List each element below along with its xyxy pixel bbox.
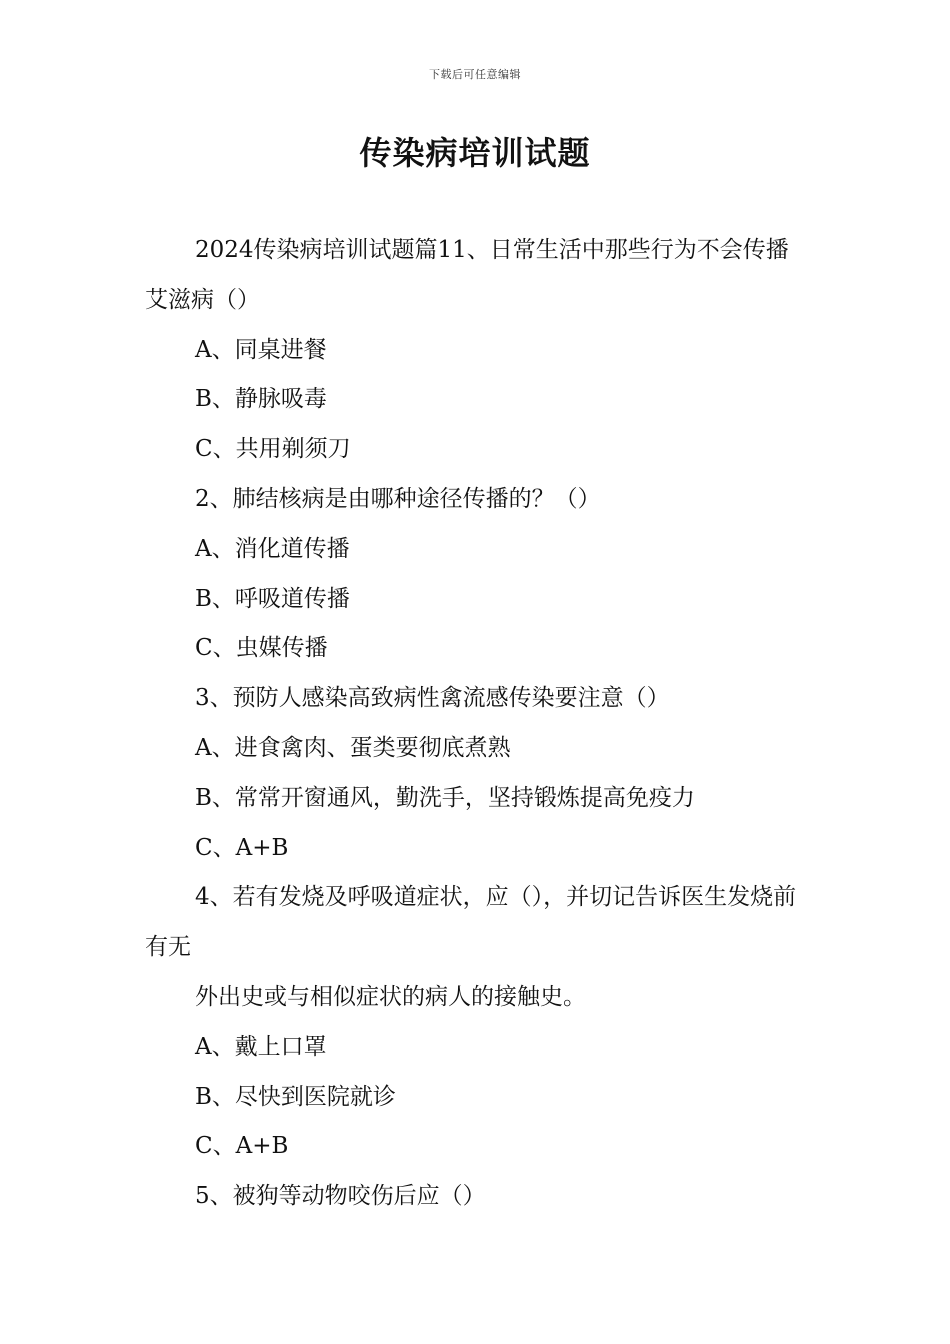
document-body: [145, 226, 810, 1222]
paragraph-q1-option-c: C、共用剃须刀: [195, 436, 351, 463]
header-note: 下载后可任意编辑: [429, 68, 521, 81]
paragraph-q2-option-b: B、呼吸道传播: [195, 585, 350, 612]
paragraph-q4-continued: 外出史或与相似症状的病人的接触史。: [195, 983, 586, 1010]
paragraph-q4-option-b: B、尽快到医院就诊: [195, 1083, 396, 1110]
paragraph-q5: 5、被狗等动物咬伤后应（）: [195, 1183, 486, 1210]
paragraph-q3-option-b: B、常常开窗通风，勤洗手，坚持锻炼提高免疫力: [195, 784, 695, 811]
paragraph-q3-option-a: A、进食禽肉、蛋类要彻底煮熟: [195, 734, 511, 761]
paragraph-q4-option-a: A、戴上口罩: [195, 1033, 327, 1060]
paragraph-q3-option-c: C、A+B: [195, 834, 289, 861]
paragraph-q2: 2、肺结核病是由哪种途径传播的？（）: [195, 485, 601, 512]
paragraph-q4-option-c: C、A+B: [195, 1133, 289, 1160]
paragraph-q3: 3、预防人感染高致病性禽流感传染要注意（）: [195, 685, 670, 712]
paragraph-q1-option-b: B、静脉吸毒: [195, 386, 327, 413]
paragraph-q2-option-a: A、消化道传播: [195, 535, 350, 562]
paragraph-q1: 2024传染病培训试题篇11、日常生活中那些行为不会传播艾滋病（）: [145, 237, 789, 313]
paragraph-q4: 4、若有发烧及呼吸道症状，应（），并切记告诉医生发烧前有无: [145, 884, 797, 961]
paragraph-q2-option-c: C、虫媒传播: [195, 635, 328, 662]
document-title: 传染病培训试题: [359, 134, 591, 172]
paragraph-q1-option-a: A、同桌进餐: [195, 336, 327, 363]
